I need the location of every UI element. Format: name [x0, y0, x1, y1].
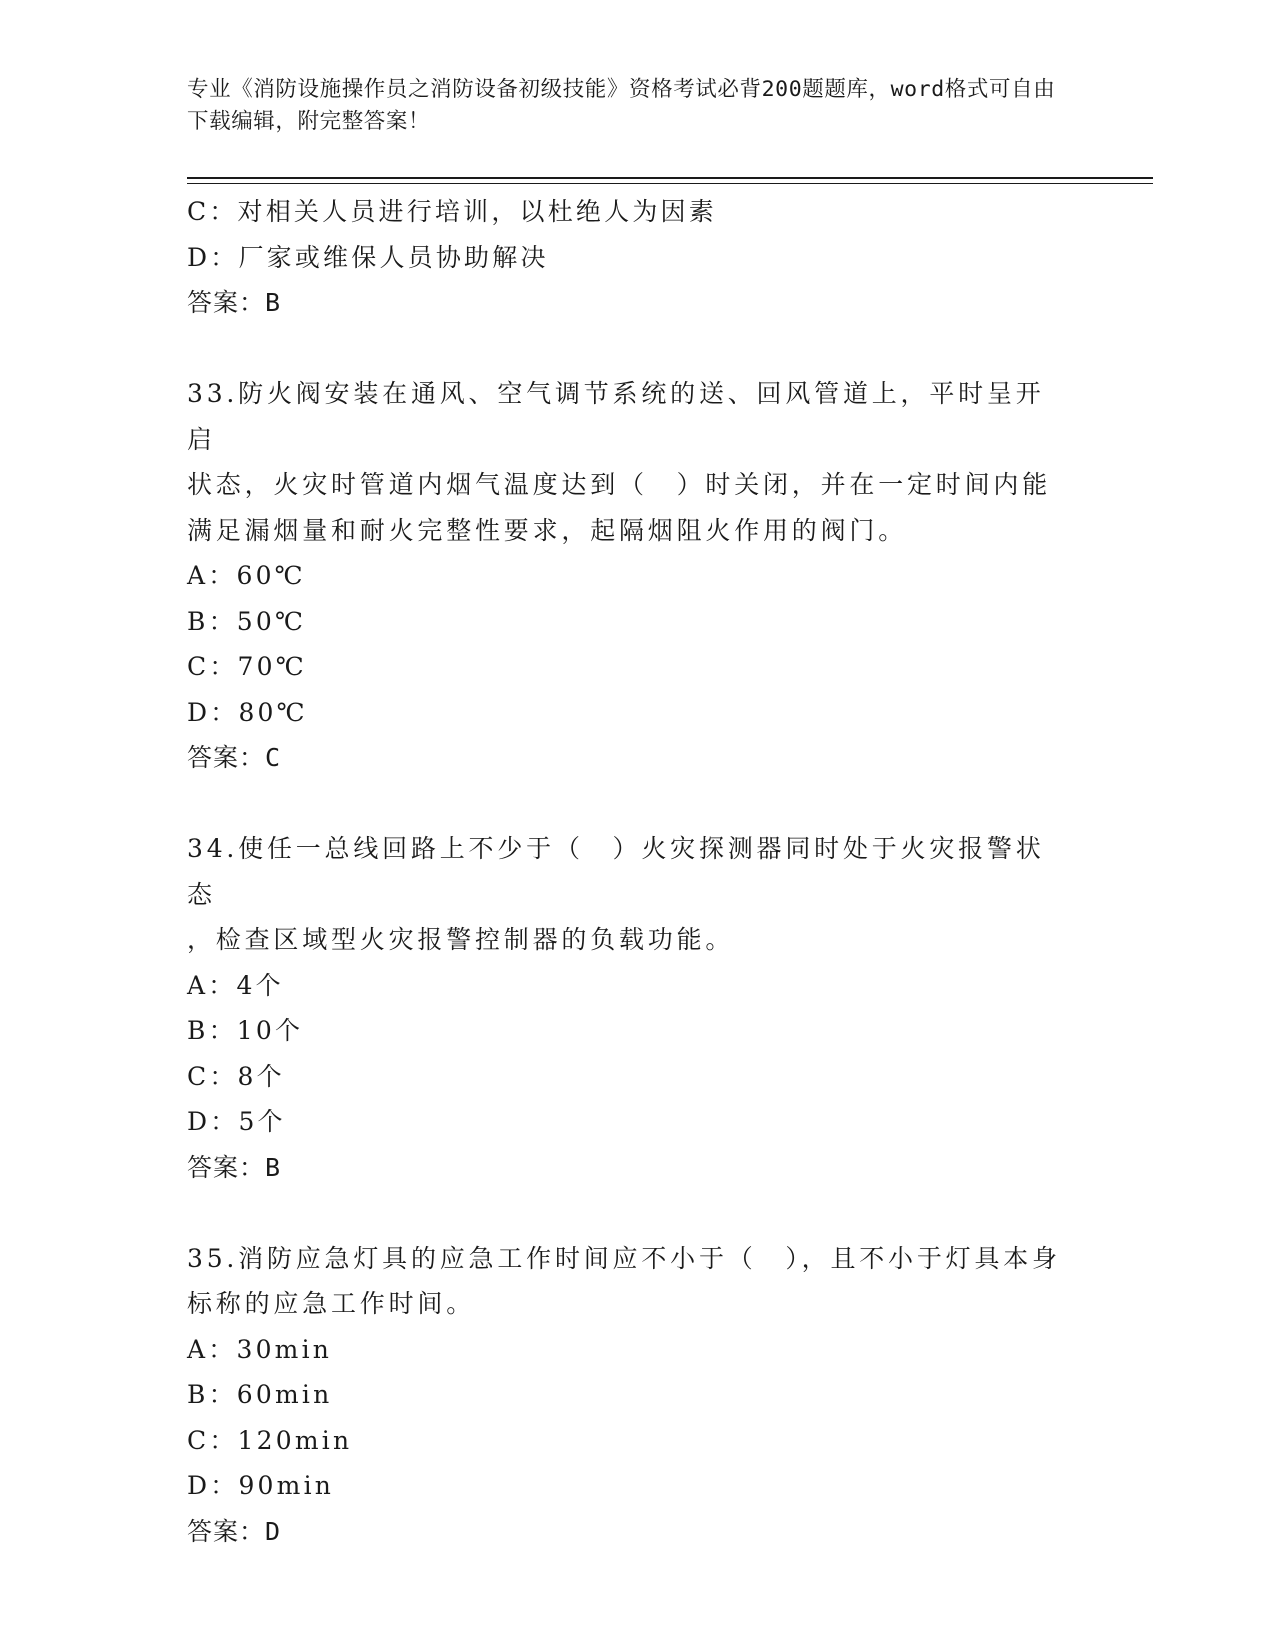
option-text: 10个 — [236, 1016, 304, 1045]
option-text: 厂家或维保人员协助解决 — [238, 242, 549, 272]
answer-line: 答案：D — [187, 1516, 282, 1546]
question-stem-line: 满足漏烟量和耐火完整性要求，起隔烟阻火作用的阀门。 — [187, 515, 908, 545]
question-stem-line: ，检查区域型火灾报警控制器的负载功能。 — [187, 925, 735, 954]
spacer — [187, 781, 1087, 827]
option-key: C： — [187, 1061, 238, 1091]
option-a — [187, 553, 1087, 599]
question-35 — [187, 1236, 1087, 1555]
question-stem-line: 35.消防应急灯具的应急工作时间应不小于（ ），且不小于灯具本身 — [187, 1243, 1061, 1273]
option-d — [187, 1463, 1087, 1509]
option-key: C： — [187, 1425, 238, 1455]
option-key: A： — [187, 561, 237, 590]
option-c — [187, 1418, 1087, 1464]
option-key: A： — [187, 970, 237, 1000]
option-d — [187, 1099, 1087, 1145]
option-text: 90min — [238, 1471, 335, 1500]
question-stem-line: 标称的应急工作时间。 — [187, 1289, 476, 1318]
option-key: B： — [187, 1016, 237, 1045]
option-key: C： — [187, 197, 238, 226]
option-key: A： — [187, 1334, 237, 1364]
prev-question-tail — [187, 189, 1087, 326]
question-stem-line: 状态，火灾时管道内烟气温度达到（ ）时关闭，并在一定时间内能 — [187, 470, 1052, 499]
option-key: B： — [187, 606, 237, 636]
header-rule-thick — [187, 177, 1153, 179]
option-b — [187, 1372, 1087, 1418]
header-rule-thin — [187, 183, 1153, 184]
option-c — [187, 644, 1087, 690]
option-text: 60℃ — [236, 561, 306, 590]
option-key: B： — [187, 1380, 237, 1409]
option-a — [187, 1327, 1087, 1373]
option-text: 120min — [237, 1425, 353, 1455]
option-a — [187, 963, 1087, 1009]
spacer — [187, 326, 1087, 372]
option-text: 4个 — [236, 970, 284, 1000]
option-text: 5个 — [238, 1107, 286, 1136]
option-text: 8个 — [237, 1061, 285, 1091]
option-text: 80℃ — [238, 697, 308, 727]
answer-line: 答案：B — [187, 288, 282, 317]
option-text: 对相关人员进行培训，以杜绝人为因素 — [237, 197, 717, 226]
question-34 — [187, 826, 1087, 1190]
option-c — [187, 189, 1087, 235]
option-b — [187, 599, 1087, 645]
question-stem-line: 33.防火阀安装在通风、空气调节系统的送、回风管道上，平时呈开启 — [187, 379, 1045, 454]
option-key: D： — [187, 697, 239, 727]
spacer — [187, 1190, 1087, 1236]
option-key: D： — [187, 1471, 239, 1500]
option-text: 60min — [236, 1380, 333, 1409]
option-d — [187, 235, 1087, 281]
question-33 — [187, 371, 1087, 781]
option-key: C： — [187, 652, 238, 681]
content-body — [187, 189, 1087, 1554]
option-text: 70℃ — [237, 652, 307, 681]
option-text: 30min — [236, 1334, 333, 1364]
option-b — [187, 1008, 1087, 1054]
option-key: D： — [187, 242, 239, 272]
option-c — [187, 1054, 1087, 1100]
answer-line: 答案：C — [187, 743, 282, 772]
answer-line: 答案：B — [187, 1152, 282, 1182]
option-text: 50℃ — [236, 606, 307, 636]
option-d — [187, 690, 1087, 736]
document-header: 专业《消防设施操作员之消防设备初级技能》资格考试必背200题题库，word格式可自由下载编辑，附完整答案！ — [187, 77, 1056, 134]
question-stem-line: 34.使任一总线回路上不少于（ ）火灾探测器同时处于火灾报警状态 — [187, 834, 1045, 909]
option-key: D： — [187, 1107, 239, 1136]
